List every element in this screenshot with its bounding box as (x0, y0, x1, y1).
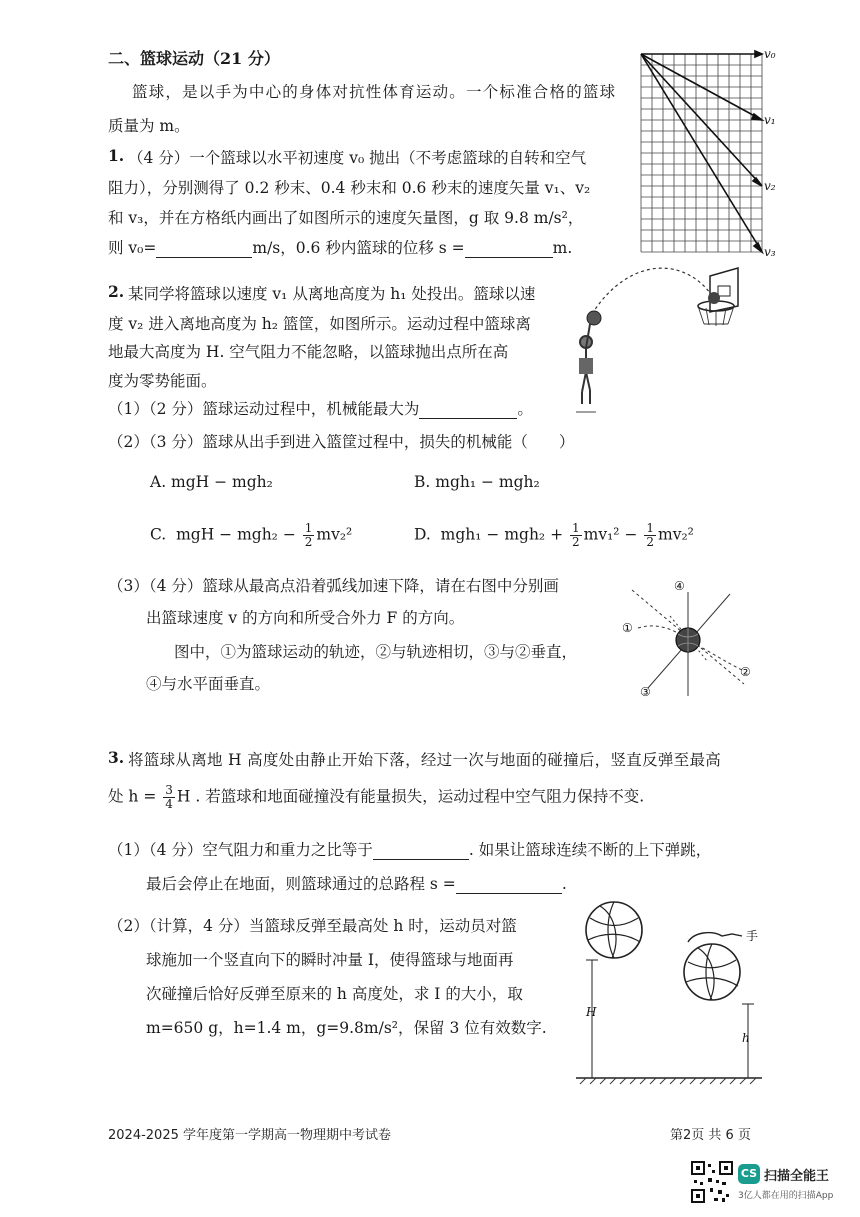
q2-number: 2. (108, 282, 125, 301)
q1-line2: 阻力），分别测得了 0.2 秒末、0.4 秒末和 0.6 秒末的速度矢量 v₁、v₂ (108, 179, 591, 197)
q2-part1-text: （1）（2 分）篮球运动过程中，机械能最大为 (108, 400, 420, 418)
q1-line4-prefix: 则 v₀= (108, 239, 157, 257)
q2-part1-end: 。 (517, 400, 533, 418)
v2-label: v₂ (764, 179, 776, 193)
q1-line4-suffix: m. (552, 239, 573, 257)
q2-option-d[interactable] (414, 522, 694, 549)
q3-part1-line1 (108, 838, 711, 860)
q3-part2-line1: （2）（计算，4 分）当篮球反弹至最高处 h 时，运动员对篮 (108, 917, 517, 935)
frac-den: 2 (646, 535, 655, 549)
q2-part3-line4: ④与水平面垂直。 (146, 675, 271, 693)
q3-line2-suffix: H . 若篮球和地面碰撞没有能量损失，运动过程中空气阻力保持不变. (176, 787, 645, 806)
q1-displacement-blank[interactable] (465, 241, 553, 258)
v3-label: v₃ (764, 245, 776, 259)
q3-number: 3. (108, 748, 125, 767)
q3-part2-line4: m=650 g，h=1.4 m，g=9.8m/s²，保留 3 位有效数字. (146, 1019, 547, 1037)
frac-num: 1 (646, 521, 655, 535)
q1-line4-mid: m/s，0.6 秒内篮球的位移 s = (252, 239, 465, 257)
q3-part1-text2: . 如果让篮球连续不断的上下弹跳， (468, 841, 712, 859)
q2-option-c-pre: mgH − mgh₂ − (176, 525, 296, 544)
q2-option-c[interactable] (150, 522, 352, 549)
q3-part1-text: （1）（4 分）空气阻力和重力之比等于 (108, 841, 373, 859)
camscanner-name: 扫描全能王 (764, 1169, 830, 1184)
section-title: 二、篮球运动（21 分） (108, 49, 280, 68)
q2-line1: 某同学将篮球以速度 v₁ 从离地高度为 h₁ 处投出。篮球以速 (128, 285, 536, 303)
q2-part2: （2）（3 分）篮球从出手到进入篮筐过程中，损失的机械能（ ） (108, 433, 575, 451)
q3-fraction (163, 784, 175, 811)
q2-part1 (108, 397, 533, 419)
q2-option-d-mid: mv₁² − (583, 525, 638, 544)
fig-h-label: h (742, 1031, 750, 1045)
q2-line2: 度 v₂ 进入离地高度为 h₂ 篮筐，如图所示。运动过程中篮球离 (108, 315, 531, 333)
q1-line1: （4 分）一个篮球以水平初速度 v₀ 抛出（不考虑篮球的自转和空气 (128, 149, 587, 167)
frac-num: 1 (572, 521, 580, 535)
q2-part3-line3: 图中，①为篮球运动的轨迹，②与轨迹相切，③与②垂直， (174, 643, 578, 661)
q3-line2-prefix: 处 h = (108, 787, 157, 806)
q2-option-c-fraction (303, 522, 315, 549)
camscanner-tagline: 3亿人都在用的扫描App (738, 1191, 834, 1201)
q2-option-b[interactable]: B. mgh₁ − mgh₂ (414, 473, 540, 491)
q2-part3-line1: （3）（4 分）篮球从最高点沿着弧线加速下降，请在右图中分别画 (108, 577, 559, 595)
section-intro-line2: 质量为 m。 (108, 117, 190, 135)
v0-label: v₀ (764, 47, 776, 61)
q2-option-a[interactable]: A. mgH − mgh₂ (150, 473, 273, 491)
q3-total-path-blank[interactable] (456, 877, 562, 894)
q2-option-d-fraction-1 (570, 522, 582, 549)
q2-option-d-post: mv₂² (658, 525, 694, 544)
frac-den: 2 (304, 535, 313, 549)
label-3: ③ (640, 685, 651, 699)
section-intro-line1: 篮球，是以手为中心的身体对抗性体育运动。一个标准合格的篮球 (132, 83, 617, 101)
q2-part3-line2: 出篮球速度 v 的方向和所受合外力 F 的方向。 (146, 609, 465, 627)
q2-option-d-fraction-2 (644, 522, 656, 549)
frac-num: 1 (304, 521, 313, 535)
direction-diagram (612, 572, 770, 702)
label-1: ① (622, 621, 633, 635)
q3-part1-line2 (146, 872, 567, 894)
q3-line2 (108, 784, 644, 811)
frac-den: 4 (165, 797, 173, 811)
q1-line4 (108, 236, 572, 258)
q2-line4: 度为零势能面。 (108, 372, 217, 390)
q1-number: 1. (108, 146, 125, 165)
qr-code-icon (690, 1160, 734, 1204)
q3-part2-line2: 球施加一个竖直向下的瞬时冲量 I，使得篮球与地面再 (146, 951, 514, 969)
fig-H-label: H (586, 1005, 597, 1019)
q1-line3: 和 v₃，并在方格纸内画出了如图所示的速度矢量图，g 取 9.8 m/s²， (108, 209, 584, 227)
footer-page-number: 第2页 共 6 页 (670, 1128, 751, 1143)
v1-label: v₁ (764, 113, 776, 127)
fig-hand-label: 手 (746, 929, 759, 943)
frac-num: 3 (165, 783, 173, 797)
q3-ratio-blank[interactable] (373, 843, 469, 860)
label-2: ② (740, 665, 751, 679)
basketball-shot-figure (570, 262, 760, 422)
velocity-vector-grid (636, 44, 786, 260)
q3-line1: 将篮球从离地 H 高度处由静止开始下落，经过一次与地面的碰撞后，竖直反弹至最高 (128, 751, 722, 769)
q3-part1-text3: 最后会停止在地面，则篮球通过的总路程 s = (146, 875, 456, 893)
q2-option-c-post: mv₂² (316, 525, 353, 544)
q2-option-d-label: D. (414, 525, 431, 544)
frac-den: 2 (572, 535, 580, 549)
q2-option-c-label: C. (150, 525, 167, 544)
q1-v0-blank[interactable] (156, 241, 252, 258)
q2-max-energy-blank[interactable] (419, 402, 517, 419)
footer-exam-title: 2024-2025 学年度第一学期高一物理期中考试卷 (108, 1128, 391, 1143)
q3-part1-end: . (561, 875, 567, 893)
camscanner-logo-icon: CS (738, 1164, 760, 1184)
q2-line3: 地最大高度为 H. 空气阻力不能忽略，以篮球抛出点所在高 (108, 343, 509, 361)
bounce-figure (572, 898, 768, 1088)
q3-part2-line3: 次碰撞后恰好反弹至原来的 h 高度处，求 I 的大小，取 (146, 985, 523, 1003)
q2-option-d-pre: mgh₁ − mgh₂ + (440, 525, 564, 544)
label-4: ④ (674, 579, 685, 593)
